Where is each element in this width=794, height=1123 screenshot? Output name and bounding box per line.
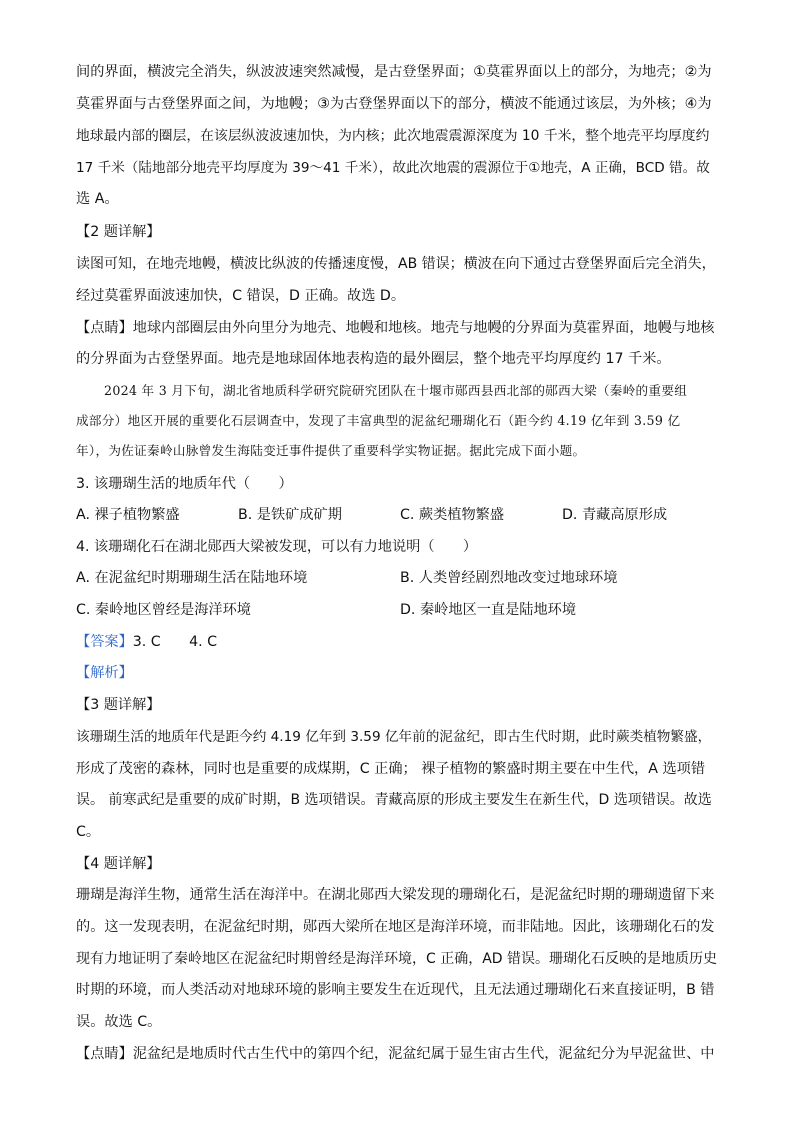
para-line: 间的界面，横波完全消失，纵波波速突然减慢，是古登堡界面；①莫霍界面以上的部分，为地壳；②为 [76,64,712,80]
para-line: 读图可知，在地壳地幔，横波比纵波的传播速度慢，AB 错误；横波在向下通过古登堡界面后完全消失， [76,256,716,272]
para-line: 误。故选 C。 [76,1014,162,1030]
q4-option-b: B. 人类曾经剧烈地改变过地球环境 [400,570,618,586]
section-heading-2: 【2 题详解】 [76,224,161,240]
material-line: 年），为佐证秦岭山脉曾发生海陆变迁事件提供了重要科学实物证据。据此完成下面小题。 [76,443,586,458]
q4-option-d: D. 秦岭地区一直是陆地环境 [400,602,577,618]
q3-option-b: B. 是铁矿成矿期 [238,507,342,523]
q3-option-a: A. 裸子植物繁盛 [76,507,180,523]
answer-text: 3. C 4. C [132,634,218,650]
para-line: C。 [76,824,101,840]
para-line: 地球最内部的圈层，在该层纵波波速加快，为内核；此次地震震源深度为 10 千米，整个地壳平均厚度约 [76,128,710,144]
analysis-label: 【解析】 [76,665,133,681]
para-line: 时期的环境，而人类活动对地球环境的影响主要发生在近现代，且无法通过珊瑚化石来直接证明，B 错 [76,982,715,998]
para-line: 的分界面为古登堡界面。地壳是地球固体地表构造的最外圈层，整个地壳平均厚度约 17 千米。 [76,351,671,367]
para-line: 选 A。 [76,191,119,207]
section-heading-4: 【4 题详解】 [76,856,161,872]
section-heading-3: 【3 题详解】 [76,697,161,713]
para-line: 误。 前寒武纪是重要的成矿时期，B 选项错误。青藏高原的形成主要发生在新生代，D 选项错误。故选 [76,792,712,808]
dianjing-line: 【点睛】泥盆纪是地质时代古生代中的第四个纪，泥盆纪属于显生宙古生代，泥盆纪分为早泥盆世、中 [76,1046,715,1062]
q4-option-c: C. 秦岭地区曾经是海洋环境 [76,602,251,618]
answer-label: 【答案】 [76,634,133,650]
para-line: 经过莫霍界面波速加快，C 错误，D 正确。故选 D。 [76,288,406,304]
material-line: 2024 年 3 月下旬，湖北省地质科学研究院研究团队在十堰市郧西县西北部的郧西大梁（秦岭的重要组 [104,383,688,398]
question-4: 4. 该珊瑚化石在湖北郧西大梁被发现，可以有力地说明（ ） [76,539,478,555]
question-3: 3. 该珊瑚生活的地质年代（ ） [76,476,293,492]
para-line: 形成了茂密的森林，同时也是重要的成煤期，C 正确； 裸子植物的繁盛时期主要在中生代，A 选项错 [76,761,706,777]
para-line: 的。这一发现表明，在泥盆纪时期，郧西大梁所在地区是海洋环境，而非陆地。因此，该珊瑚化石的发 [76,919,715,935]
para-line: 现有力地证明了秦岭地区在泥盆纪时期曾经是海洋环境，C 正确，AD 错误。珊瑚化石反映的是地质历史 [76,951,718,967]
q3-option-c: C. 蕨类植物繁盛 [400,507,505,523]
q3-option-d: D. 青藏高原形成 [562,507,668,523]
q4-option-a: A. 在泥盆纪时期珊瑚生活在陆地环境 [76,570,308,586]
para-line: 17 千米（陆地部分地壳平均厚度为 39～41 千米），故此次地震的震源位于①地壳，A 正确，BCD 错。故 [76,160,710,176]
para-line: 珊瑚是海洋生物，通常生活在海洋中。在湖北郧西大梁发现的珊瑚化石，是泥盆纪时期的珊瑚遗留下来 [76,887,715,903]
para-line: 该珊瑚生活的地质年代是距今约 4.19 亿年到 3.59 亿年前的泥盆纪，即古生代时期，此时蕨类植物繁盛， [76,729,712,745]
material-line: 成部分）地区开展的重要化石层调查中，发现了丰富典型的泥盆纪珊瑚化石（距今约 4.19 亿年到 3.59 亿 [76,413,681,428]
para-line: 莫霍界面与古登堡界面之间，为地幔；③为古登堡界面以下的部分，横波不能通过该层，为外核；④为 [76,96,712,112]
answer-line [76,632,217,652]
dianjing-line: 【点睛】地球内部圈层由外向里分为地壳、地幔和地核。地壳与地幔的分界面为莫霍界面，地幔与地核 [76,320,715,336]
